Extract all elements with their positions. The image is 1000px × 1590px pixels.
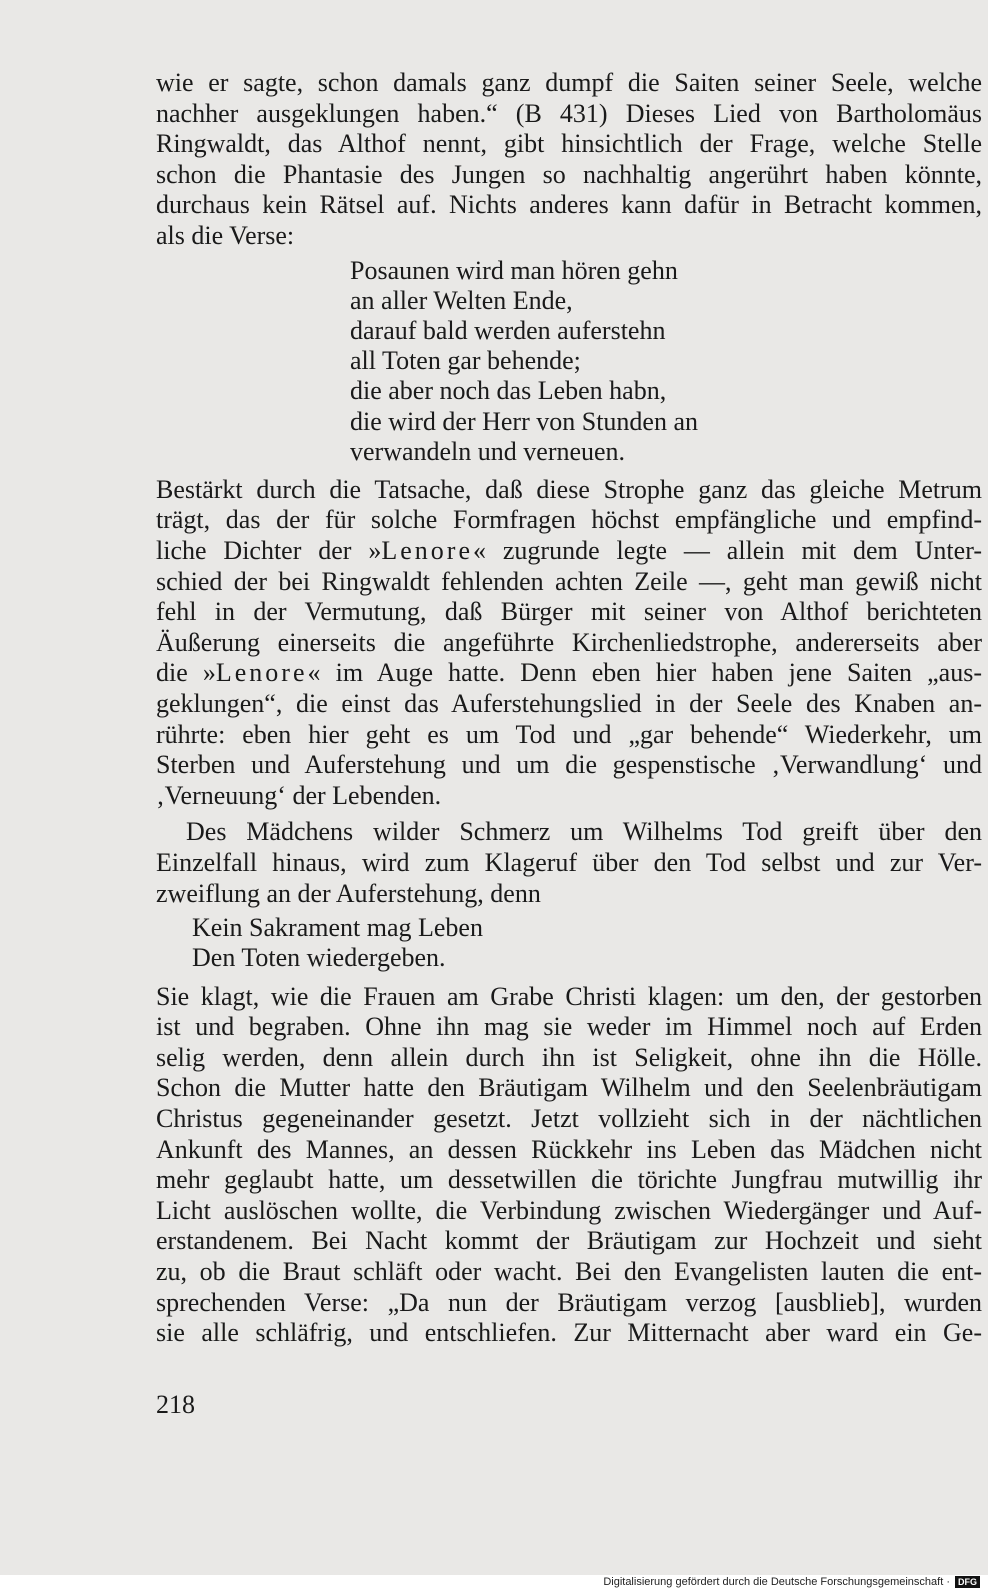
credit-text: Digitalisierung gefördert durch die Deutsche Forschungsgemeinschaft · (603, 1576, 950, 1588)
text-line: Sie klagt, wie die Frauen am Grabe Christi klagen: um den, der gestorben (156, 981, 982, 1011)
text-line: Schon die Mutter hatte den Bräutigam Wilhelm und den Seelenbräutigam (156, 1073, 982, 1103)
text-line: Sterben und Auferstehung und um die gespenstische ‚Verwandlung‘ und (156, 750, 982, 780)
verse-line: verwandeln und verneuen. (350, 436, 626, 466)
text-line: schied der bei Ringwaldt fehlenden achten Zeile —, geht man gewiß nicht (156, 566, 982, 596)
text-fragment: « zugrunde legte — allein mit dem Unter- (472, 536, 982, 566)
text-line: selig werden, denn allein durch ihn ist Seligkeit, ohne ihn die Hölle. (156, 1042, 982, 1072)
text-line: geklungen“, die einst das Auferstehungslied in der Seele des Knaben an- (156, 689, 982, 719)
text-fragment: die » (156, 658, 216, 688)
verse-quote-sakrament (156, 913, 982, 973)
text-line: als die Verse: (156, 220, 295, 250)
text-line: Bestärkt durch die Tatsache, daß diese Strophe ganz das gleiche Metrum (156, 474, 982, 504)
spaced-title: Lenore (381, 536, 473, 566)
text-line: Licht auslöschen wollte, die Verbindung zwischen Wiedergänger und Auf- (156, 1195, 982, 1225)
dfg-logo-icon: DFG (955, 1576, 980, 1588)
text-line: schon die Phantasie des Jungen so nachhaltig angerührt haben könnte, (156, 159, 982, 189)
text-line: ‚Verneuung‘ der Lebenden. (156, 780, 442, 810)
verse-line: Posaunen wird man hören gehn (350, 255, 678, 285)
text-line: fehl in der Vermutung, daß Bürger mit seiner von Althof berichteten (156, 597, 982, 627)
text-line: ist und begraben. Ohne ihn mag sie weder im Himmel noch auf Erden (156, 1012, 982, 1042)
text-line: wie er sagte, schon damals ganz dumpf die Saiten seiner Seele, welche (156, 68, 982, 97)
text-line: trägt, das der für solche Formfragen höchst empfängliche und empfind- (156, 505, 982, 535)
text-line: nachher ausgeklungen haben.“ (B 431) Dieses Lied von Bartholomäus (156, 98, 982, 128)
paragraph-bestaerkt (156, 475, 982, 812)
text-line: erstandenem. Bei Nacht kommt der Bräutigam zur Hochzeit und sieht (156, 1226, 982, 1256)
text-line: zweiflung an der Auferstehung, denn (156, 878, 541, 908)
text-line: Äußerung einerseits die angeführte Kirchenliedstrophe, andererseits aber (156, 627, 982, 657)
verse-quote-ringwaldt (156, 256, 982, 467)
text-line: rührte: eben hier geht es um Tod und „gar behende“ Wiederkehr, um (156, 719, 982, 749)
text-line: sie alle schläfrig, und entschliefen. Zur Mitternacht aber ward ein Ge- (156, 1318, 982, 1348)
text-line: Ankunft des Mannes, an dessen Rückkehr ins Leben das Mädchen nicht (156, 1134, 982, 1164)
text-line (156, 658, 982, 689)
verse-line: die wird der Herr von Stunden an (350, 406, 699, 436)
text-line: sprechenden Verse: „Da nun der Bräutigam verzog [ausblieb], wurden (156, 1287, 982, 1317)
verse-line: die aber noch das Leben habn, (350, 376, 667, 406)
verse-line: all Toten gar behende; (350, 346, 581, 376)
paragraph-maedchen (156, 817, 982, 909)
text-line: mehr geglaubt hatte, um dessetwillen die törichte Jungfrau mutwillig ihr (156, 1165, 982, 1195)
verse-line: Den Toten wiedergeben. (192, 943, 446, 973)
text-fragment: « im Auge hatte. Denn eben hier haben jene Saiten „aus- (307, 658, 982, 688)
scan-margin (988, 0, 1000, 1575)
text-fragment: liche Dichter der » (156, 536, 382, 566)
digitization-credit (600, 1574, 980, 1590)
body-text (156, 68, 982, 1349)
text-line: Einzelfall hinaus, wird zum Klageruf über den Tod selbst und zur Ver- (156, 848, 982, 877)
text-line: Christus gegeneinander gesetzt. Jetzt vollzieht sich in der nächtlichen (156, 1103, 982, 1133)
text-line (156, 536, 982, 567)
verse-line: Kein Sakrament mag Leben (192, 913, 483, 943)
verse-line: darauf bald werden auferstehn (350, 315, 666, 345)
text-line: zu, ob die Braut schläft oder wacht. Bei den Evangelisten lauten die ent- (156, 1256, 982, 1286)
paragraph-intro (156, 68, 982, 252)
text-line: Des Mädchens wilder Schmerz um Wilhelms Tod greift über den (186, 817, 982, 847)
text-line: durchaus kein Rätsel auf. Nichts anderes kann dafür in Betracht kommen, (156, 190, 982, 220)
page-number: 218 (156, 1390, 195, 1419)
paragraph-klage (156, 982, 982, 1349)
verse-line: an aller Welten Ende, (350, 285, 573, 315)
text-line: Ringwaldt, das Althof nennt, gibt hinsichtlich der Frage, welche Stelle (156, 129, 982, 159)
spaced-title: Lenore (215, 658, 308, 688)
